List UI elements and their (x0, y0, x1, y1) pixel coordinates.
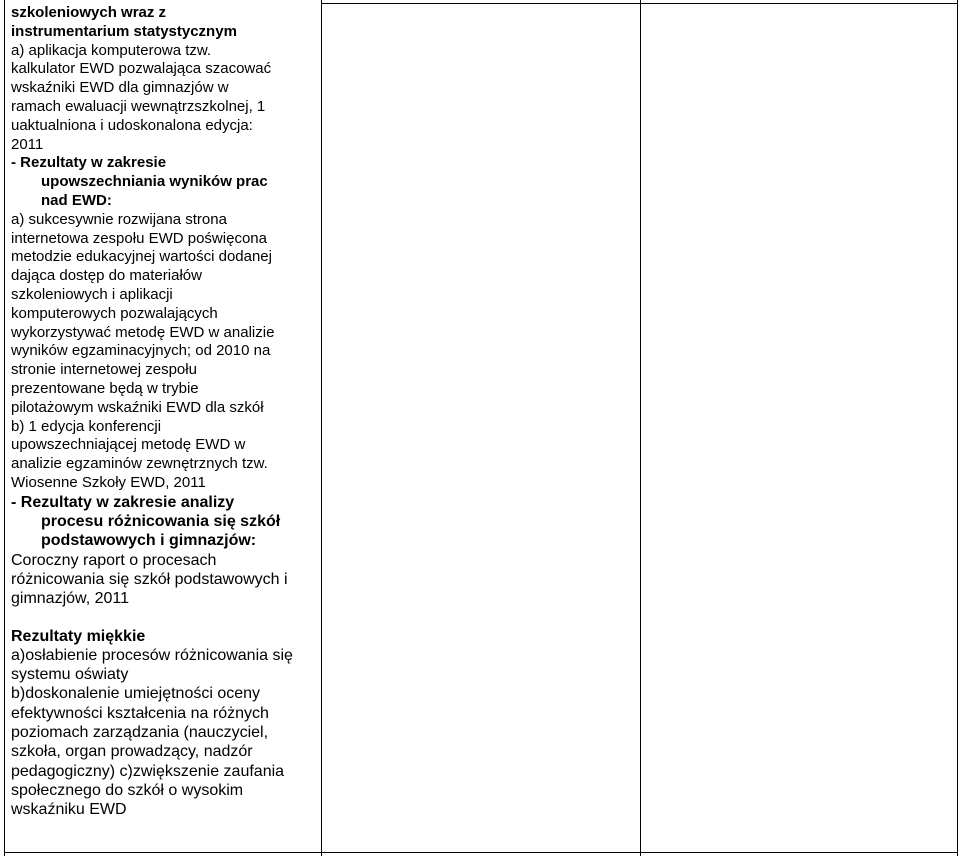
table-border-left (4, 0, 5, 856)
text-line: b) 1 edycja konferencji (11, 417, 162, 435)
text-line: analizie egzaminów zewnętrznych tzw. (11, 455, 268, 473)
text-line: społecznego do szkół o wysokim (11, 781, 244, 799)
text-line: prezentowane będą w trybie (11, 379, 199, 397)
text-line: a) sukcesywnie rozwijana strona (11, 210, 227, 228)
heading-analysis (11, 493, 316, 551)
dissemination-body (11, 211, 316, 493)
text-line: wskaźniki EWD dla gimnazjów w (11, 79, 229, 97)
text-line: stronie internetowej zespołu (11, 361, 197, 379)
text-line: Wiosenne Szkoły EWD, 2011 (11, 473, 206, 491)
intro-block (11, 42, 316, 155)
heading-line: - Rezultaty w zakresie analizy (11, 493, 235, 511)
heading-line: podstawowych i gimnazjów: (41, 532, 257, 550)
text-line: b)doskonalenie umiejętności oceny (11, 685, 261, 703)
analysis-body (11, 551, 316, 609)
text-line: systemu oświaty (11, 666, 129, 684)
text-line: dająca dostęp do materiałów (11, 267, 202, 285)
text-line: różnicowania się szkół podstawowych i (11, 570, 288, 588)
heading-line: upowszechniania wyników prac (41, 173, 268, 191)
text-line: a)osłabienie procesów różnicowania się (11, 646, 293, 664)
text-line: pedagogiczny) c)zwiększenie zaufania (11, 762, 285, 780)
text-line: ramach ewaluacji wewnątrzszkolnej, 1 (11, 97, 266, 115)
text-line: poziomach zarządzania (nauczyciel, (11, 723, 269, 741)
text-line: szkoła, organ prowadzący, nadzór (11, 743, 253, 761)
table-cell-empty-2 (322, 4, 640, 852)
text-line: internetowa zespołu EWD poświęcona (11, 229, 267, 247)
table-border-bottom (4, 852, 958, 853)
heading-dissemination (11, 154, 316, 210)
text-line: Coroczny raport o procesach (11, 551, 217, 569)
text-line: wykorzystywać metodę EWD w analizie (11, 323, 275, 341)
text-line: szkoleniowych i aplikacji (11, 285, 173, 303)
heading-line: - Rezultaty w zakresie (11, 154, 167, 172)
text-line: kalkulator EWD pozwalająca szacować (11, 60, 272, 78)
table-border-right (957, 0, 958, 856)
soft-results-body (11, 646, 316, 820)
text-line: komputerowych pozwalających (11, 304, 218, 322)
text-line: pilotażowym wskaźniki EWD dla szkół (11, 398, 264, 416)
text-line: wyników egzaminacyjnych; od 2010 na (11, 342, 271, 360)
header-line: szkoleniowych wraz z (11, 4, 167, 21)
heading-line: nad EWD: (41, 191, 112, 209)
text-line: upowszechniającej metodę EWD w (11, 436, 246, 454)
soft-results-heading: Rezultaty miękkie (11, 627, 146, 645)
text-line: metodzie edukacyjnej wartości dodanej (11, 248, 272, 266)
text-line: gimnazjów, 2011 (11, 590, 129, 608)
table-cell-results (11, 4, 316, 819)
text-line: efektywności kształcenia na różnych (11, 704, 269, 722)
text-line: uaktualniona i udoskonalona edycja: (11, 116, 253, 134)
paragraph-gap (11, 609, 316, 627)
table-cell-empty-3 (641, 4, 957, 852)
header-line: instrumentarium statystycznym (11, 22, 237, 40)
text-line: 2011 (11, 135, 44, 153)
text-line: a) aplikacja komputerowa tzw. (11, 41, 212, 59)
header-block (11, 4, 316, 42)
heading-line: procesu różnicowania się szkół (41, 513, 281, 531)
text-line: wskaźniku EWD (11, 801, 127, 819)
